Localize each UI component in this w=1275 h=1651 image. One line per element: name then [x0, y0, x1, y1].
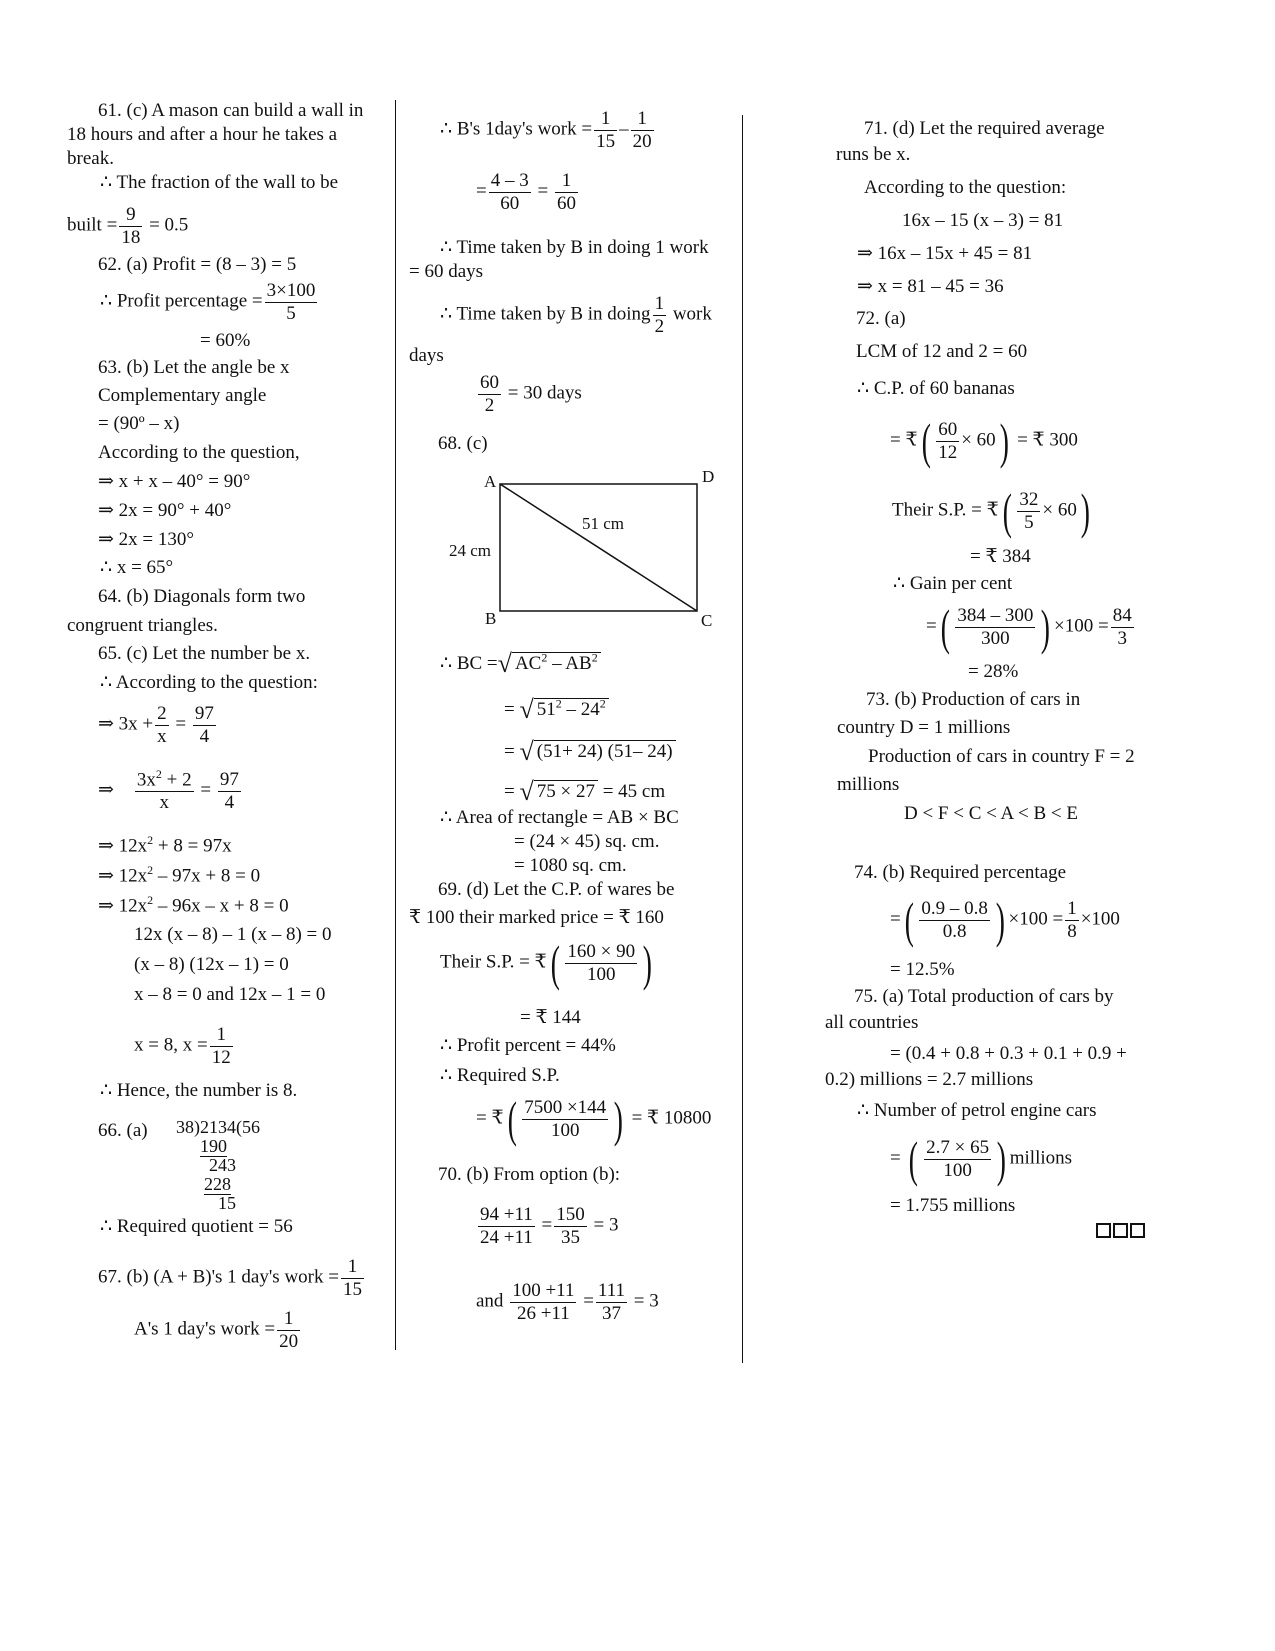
- quotient: 56: [242, 1117, 260, 1137]
- exponent: 2: [599, 696, 606, 711]
- q61-built-label: built =: [67, 214, 118, 236]
- equals: =: [537, 180, 549, 202]
- result: = ₹ 10800: [631, 1107, 712, 1129]
- q61-result: = 0.5: [149, 214, 189, 236]
- paren-open: (: [904, 892, 914, 948]
- equals: =: [890, 908, 901, 930]
- q65-line-8: 12x (x – 8) – 1 (x – 8) = 0: [134, 924, 332, 945]
- step-value: 228: [204, 1173, 231, 1194]
- denominator: 18: [121, 226, 141, 248]
- term: 3x: [136, 769, 156, 791]
- term: – 96x – x + 8 = 0: [153, 895, 289, 917]
- q75-line-7: = 1.755 millions: [890, 1195, 1016, 1216]
- fraction: [489, 170, 531, 215]
- equals: =: [504, 781, 515, 802]
- numerator: 4 – 3: [490, 170, 529, 191]
- sqrt-symbol: √: [519, 777, 534, 806]
- numerator: 1: [631, 108, 654, 131]
- q62-line-2: [100, 280, 319, 325]
- q72-line-9: = 28%: [968, 661, 1019, 682]
- fraction: [210, 1024, 233, 1069]
- diagonal-ac: [500, 484, 697, 611]
- denominator: 4: [224, 791, 235, 813]
- fraction: [478, 1204, 535, 1249]
- fraction: [265, 280, 318, 325]
- vertex-b: B: [485, 609, 497, 628]
- b-work-line: [440, 108, 656, 153]
- step-value: 15: [218, 1192, 236, 1213]
- q70-line-2: [476, 1204, 618, 1249]
- term: – AB: [547, 653, 592, 674]
- equals: =: [200, 779, 212, 801]
- q68-step-1: [440, 648, 601, 679]
- term: + 8 = 97x: [153, 835, 232, 857]
- q69-line-6: ∴ Required S.P.: [440, 1065, 560, 1086]
- q66-long-division: [176, 1118, 260, 1212]
- paren-close: ): [995, 892, 1005, 948]
- q65-line-2: ∴ According to the question:: [100, 672, 318, 693]
- division-step: [176, 1175, 260, 1194]
- q63-line-4: According to the question,: [98, 442, 300, 463]
- denominator: 2: [654, 315, 665, 337]
- fraction: [478, 372, 501, 417]
- multiplier: ×100 =: [1054, 615, 1109, 637]
- numerator: 1: [555, 170, 578, 193]
- multiplier: × 60: [961, 429, 996, 451]
- fraction: [555, 170, 578, 215]
- paren-close: ): [996, 1131, 1007, 1187]
- denominator: 15: [342, 1278, 362, 1300]
- numerator: 60: [480, 372, 499, 393]
- paren-close: ): [999, 413, 1009, 469]
- fraction: [631, 108, 654, 153]
- fraction: [119, 204, 142, 249]
- q75-line-5: ∴ Number of petrol engine cars: [857, 1100, 1097, 1121]
- q65-line-12: ∴ Hence, the number is 8.: [100, 1080, 298, 1101]
- sqrt-symbol: √: [519, 695, 534, 724]
- q73-line-5: D < F < C < A < B < E: [904, 803, 1078, 824]
- b-half-label: ∴ Time taken by B in doing: [440, 303, 651, 325]
- denominator: x: [159, 792, 170, 814]
- term: AC: [514, 653, 542, 674]
- q67-a-work: A's 1 day's work =: [134, 1318, 276, 1340]
- exponent: 2: [541, 650, 548, 665]
- b-time-line-1: ∴ Time taken by B in doing 1 work: [440, 237, 709, 258]
- q68-step-4: [504, 776, 665, 807]
- denominator: 100: [943, 1159, 972, 1181]
- numerator: 1: [277, 1308, 300, 1331]
- division-step: [176, 1137, 260, 1156]
- paren-close: ): [1080, 483, 1090, 539]
- q72-line-6: = ₹ 384: [970, 546, 1031, 567]
- numerator: 100 +11: [512, 1280, 575, 1301]
- equals: =: [926, 615, 937, 637]
- q63-line-8: ∴ x = 65°: [100, 557, 174, 578]
- term: – 24: [561, 699, 600, 720]
- denominator: x: [157, 725, 167, 747]
- fraction: [936, 419, 959, 464]
- fraction: [565, 941, 637, 986]
- rectangle-diagram: [440, 462, 730, 632]
- q72-line-4: [890, 413, 1078, 469]
- q63-line-2: Complementary angle: [98, 385, 267, 406]
- b-half-result: [476, 372, 582, 417]
- q69-line-2: ₹ 100 their marked price = ₹ 160: [409, 907, 664, 928]
- q69-line-5: ∴ Profit percent = 44%: [440, 1035, 616, 1056]
- fraction: [1017, 489, 1040, 534]
- minus: –: [619, 118, 629, 140]
- denominator: 5: [286, 302, 296, 324]
- q65-solution: x = 8, x =: [134, 1034, 208, 1056]
- numerator: [135, 768, 194, 792]
- numerator: 3×100: [266, 280, 316, 301]
- q74-line-2: [890, 892, 1120, 948]
- q67-label: 67. (b) (A + B)'s 1 day's work =: [98, 1266, 339, 1288]
- q65-line-4: [98, 768, 243, 814]
- paren-open: (: [909, 1131, 919, 1187]
- exponent: 2: [147, 863, 154, 877]
- column-divider-right: [742, 115, 743, 1363]
- fraction: [155, 703, 169, 748]
- equals: =: [583, 1290, 594, 1312]
- side-label-ab: 24 cm: [449, 541, 492, 560]
- denominator: 37: [601, 1302, 621, 1324]
- numerator: 97: [194, 703, 214, 724]
- q72-line-8: [926, 599, 1136, 655]
- q68-step-5: ∴ Area of rectangle = AB × BC: [440, 807, 679, 828]
- fraction: [653, 293, 667, 338]
- work-word: work: [672, 303, 712, 325]
- denominator: 100: [550, 1119, 580, 1141]
- q71-line-4: 16x – 15 (x – 3) = 81: [902, 210, 1064, 231]
- numerator: 1: [1067, 897, 1077, 919]
- radicand: (51+ 24) (51– 24): [534, 740, 676, 762]
- q73-line-3: Production of cars in country F = 2: [868, 746, 1135, 767]
- fraction: [135, 768, 194, 814]
- numerator: 111: [597, 1280, 626, 1301]
- q69-line-1: 69. (d) Let the C.P. of wares be: [438, 879, 675, 900]
- q71-line-5: ⇒ 16x – 15x + 45 = 81: [857, 243, 1033, 264]
- q65-line-5: [98, 833, 232, 858]
- fraction: [341, 1256, 364, 1301]
- q71-line-2: runs be x.: [836, 144, 911, 165]
- q71-line-3: According to the question:: [864, 177, 1067, 198]
- numerator: 9: [119, 204, 142, 227]
- denominator: 20: [279, 1330, 299, 1352]
- equals: =: [175, 713, 187, 735]
- denominator: 26 +11: [516, 1302, 570, 1324]
- b-days-word: days: [409, 345, 444, 366]
- numerator: 60: [938, 418, 958, 440]
- denominator: 5: [1024, 511, 1034, 533]
- exponent: 2: [155, 767, 162, 781]
- result: = ₹ 300: [1017, 429, 1078, 451]
- q65-line-6: [98, 863, 260, 888]
- q62-label: ∴ Profit percentage =: [100, 290, 263, 312]
- fraction: [218, 769, 241, 814]
- fraction: [193, 703, 216, 748]
- fraction: [1111, 605, 1134, 650]
- q70-line-1: 70. (b) From option (b):: [438, 1164, 621, 1185]
- q75-line-4: 0.2) millions = 2.7 millions: [825, 1069, 1034, 1090]
- q63-line-1: 63. (b) Let the angle be x: [98, 357, 290, 378]
- fraction: [510, 1280, 576, 1325]
- q63-line-5: ⇒ x + x – 40° = 90°: [98, 471, 251, 492]
- numerator: 1: [654, 293, 665, 314]
- numerator: 1: [594, 108, 617, 131]
- numerator: 160 × 90: [567, 940, 636, 962]
- q68-step-6: = (24 × 45) sq. cm.: [514, 831, 660, 852]
- fraction: [277, 1308, 300, 1353]
- end-of-section-marker: [1094, 1222, 1145, 1245]
- fraction: [1065, 898, 1079, 943]
- q71-line-1: 71. (d) Let the required average: [864, 118, 1105, 139]
- fraction: [554, 1204, 587, 1249]
- q72-line-1: 72. (a): [856, 308, 906, 329]
- division-step: [176, 1156, 260, 1175]
- numerator: 1: [210, 1024, 233, 1047]
- term: + 2: [161, 769, 192, 791]
- exponent: 2: [555, 696, 562, 711]
- denominator: 100: [587, 963, 616, 985]
- q63-line-6: ⇒ 2x = 90° + 40°: [98, 500, 232, 521]
- term: ⇒ 12x: [98, 835, 148, 857]
- q62-line-1: 62. (a) Profit = (8 – 3) = 5: [98, 254, 297, 275]
- column-divider-left: [395, 100, 396, 1350]
- q74-line-3: = 12.5%: [890, 959, 955, 980]
- vertex-d: D: [702, 467, 715, 486]
- fraction: [522, 1097, 608, 1142]
- q63-line-3: = (90º – x): [98, 413, 180, 434]
- denominator: 300: [981, 627, 1010, 649]
- sqrt-symbol: √: [519, 737, 534, 766]
- q67-line-1: [98, 1256, 366, 1301]
- q68-step-7: = 1080 sq. cm.: [514, 855, 627, 876]
- paren-open: (: [940, 599, 950, 655]
- result: = 45 cm: [602, 781, 666, 802]
- result: = 3: [593, 1214, 619, 1236]
- paren-open: (: [507, 1091, 517, 1147]
- sp-label: Their S.P. = ₹: [892, 499, 999, 521]
- q61-line-4: ∴ The fraction of the wall to be: [100, 172, 339, 193]
- b-work-label: ∴ B's 1day's work =: [440, 118, 593, 140]
- denominator: 60: [556, 192, 576, 214]
- q68-step-3: [504, 736, 676, 767]
- q61-fraction-line: [67, 204, 188, 249]
- fraction: [594, 108, 617, 153]
- paren-close: ): [642, 935, 653, 991]
- q64-line-1: 64. (b) Diagonals form two: [98, 586, 306, 607]
- q69-line-7: [476, 1091, 712, 1147]
- q70-line-3: [476, 1280, 659, 1325]
- exponent: 2: [147, 833, 154, 847]
- q72-line-3: ∴ C.P. of 60 bananas: [857, 378, 1015, 399]
- fraction: [919, 898, 990, 943]
- q72-line-5: [892, 483, 1094, 539]
- q72-line-7: ∴ Gain per cent: [893, 573, 1013, 594]
- q65-line-11: [134, 1024, 235, 1069]
- numerator: 1: [341, 1256, 364, 1279]
- vertex-c: C: [701, 611, 713, 630]
- numerator: 32: [1019, 488, 1039, 510]
- q66-result: ∴ Required quotient = 56: [100, 1216, 293, 1237]
- q73-line-1: 73. (b) Production of cars in: [866, 689, 1081, 710]
- q75-line-6: [890, 1131, 1073, 1187]
- equals: =: [504, 741, 515, 762]
- denominator: 60: [500, 192, 520, 214]
- division-step: [176, 1194, 260, 1213]
- equals: =: [890, 1147, 901, 1169]
- fraction: [955, 605, 1035, 650]
- paren-close: ): [613, 1091, 624, 1147]
- unit: millions: [1009, 1147, 1073, 1169]
- multiplier: ×100 =: [1008, 908, 1064, 930]
- square-icon: [1130, 1223, 1145, 1238]
- q62-line-3: = 60%: [200, 330, 251, 351]
- q75-line-3: = (0.4 + 0.8 + 0.3 + 0.1 + 0.9 +: [890, 1043, 1127, 1064]
- q71-line-6: ⇒ x = 81 – 45 = 36: [857, 276, 1004, 297]
- sqrt-symbol: √: [497, 649, 512, 678]
- q61-line-1: 61. (c) A mason can build a wall in: [98, 100, 364, 121]
- b-work-simplified: [476, 170, 580, 215]
- denominator: 0.8: [942, 920, 967, 942]
- equals: =: [504, 699, 515, 720]
- step-value: 243: [209, 1154, 236, 1175]
- q75-line-2: all countries: [825, 1012, 919, 1033]
- paren-open: (: [550, 935, 560, 991]
- fraction: [924, 1137, 991, 1182]
- radicand: 75 × 27: [534, 780, 598, 802]
- denominator: 12: [211, 1046, 231, 1068]
- q69-line-3: [440, 935, 656, 991]
- square-icon: [1096, 1223, 1111, 1238]
- q65-line-7: [98, 893, 289, 918]
- q64-line-2: congruent triangles.: [67, 615, 218, 636]
- diagonal-label: 51 cm: [582, 514, 625, 533]
- result: = 3: [633, 1290, 659, 1312]
- paren-open: (: [1002, 483, 1012, 539]
- equals-rupee: = ₹: [890, 429, 918, 451]
- q63-line-7: ⇒ 2x = 130°: [98, 529, 194, 550]
- numerator: 384 – 300: [957, 604, 1034, 626]
- vertex-a: A: [484, 472, 497, 491]
- b-half-line: [440, 293, 712, 338]
- dividend: 2134: [200, 1117, 236, 1137]
- q73-line-2: country D = 1 millions: [837, 717, 1011, 738]
- q65-line-3: [98, 703, 218, 748]
- numerator: 97: [219, 768, 239, 790]
- fraction: [596, 1280, 627, 1325]
- q65-line-10: x – 8 = 0 and 12x – 1 = 0: [134, 984, 326, 1005]
- numerator: 94 +11: [480, 1204, 533, 1225]
- step-value: 190: [200, 1135, 227, 1156]
- q72-line-2: LCM of 12 and 2 = 60: [856, 341, 1028, 362]
- radicand: [512, 652, 601, 674]
- paren-open: (: [921, 413, 931, 469]
- equals: =: [476, 180, 487, 202]
- q66-label: 66. (a): [98, 1120, 148, 1141]
- numerator: 0.9 – 0.8: [921, 897, 988, 919]
- q67-line-2: [134, 1308, 302, 1353]
- q68-label: 68. (c): [438, 433, 488, 454]
- and-word: and: [476, 1290, 504, 1312]
- denominator: 12: [938, 441, 958, 463]
- term: 51: [536, 699, 556, 720]
- division-header: 38)2134(56: [176, 1117, 260, 1137]
- exponent: 2: [591, 650, 598, 665]
- q65-eq1-left: ⇒ 3x +: [98, 713, 154, 735]
- term: – 97x + 8 = 0: [153, 865, 261, 887]
- q74-line-1: 74. (b) Required percentage: [854, 862, 1067, 883]
- q65-line-9: (x – 8) (12x – 1) = 0: [134, 954, 289, 975]
- exponent: 2: [147, 893, 154, 907]
- denominator: 24 +11: [480, 1226, 533, 1248]
- denominator: 3: [1117, 627, 1127, 649]
- result: = 30 days: [507, 382, 582, 404]
- numerator: 150: [556, 1204, 585, 1225]
- square-icon: [1113, 1223, 1128, 1238]
- denominator: 8: [1067, 920, 1077, 942]
- denominator: 20: [632, 130, 652, 152]
- q68-step-2: [504, 694, 609, 725]
- numerator: 2.7 × 65: [926, 1136, 990, 1158]
- denominator: 2: [484, 394, 495, 416]
- implies-arrow: ⇒: [98, 779, 114, 801]
- denominator: 15: [596, 130, 616, 152]
- term: ⇒ 12x: [98, 895, 148, 917]
- numerator: 84: [1112, 604, 1132, 626]
- numerator: 2: [157, 703, 167, 724]
- q69-line-4: = ₹ 144: [520, 1007, 581, 1028]
- q65-line-1: 65. (c) Let the number be x.: [98, 643, 311, 664]
- bc-label: ∴ BC =: [440, 653, 498, 674]
- sp-label: Their S.P. = ₹: [440, 951, 547, 973]
- q61-line-3: break.: [67, 148, 114, 169]
- denominator: 4: [199, 725, 210, 747]
- q73-line-4: millions: [837, 774, 900, 795]
- b-time-line-2: = 60 days: [409, 261, 484, 282]
- equals-rupee: = ₹: [476, 1107, 504, 1129]
- equals: =: [541, 1214, 553, 1236]
- numerator: 7500 ×144: [524, 1096, 607, 1118]
- q75-line-1: 75. (a) Total production of cars by: [854, 986, 1114, 1007]
- multiplier: × 60: [1042, 499, 1077, 521]
- divisor: 38: [176, 1117, 194, 1137]
- radicand: [534, 698, 609, 720]
- term: ⇒ 12x: [98, 865, 148, 887]
- multiplier: ×100: [1080, 908, 1120, 930]
- denominator: 35: [560, 1226, 580, 1248]
- q61-line-2: 18 hours and after a hour he takes a: [67, 124, 338, 145]
- paren-close: ): [1041, 599, 1051, 655]
